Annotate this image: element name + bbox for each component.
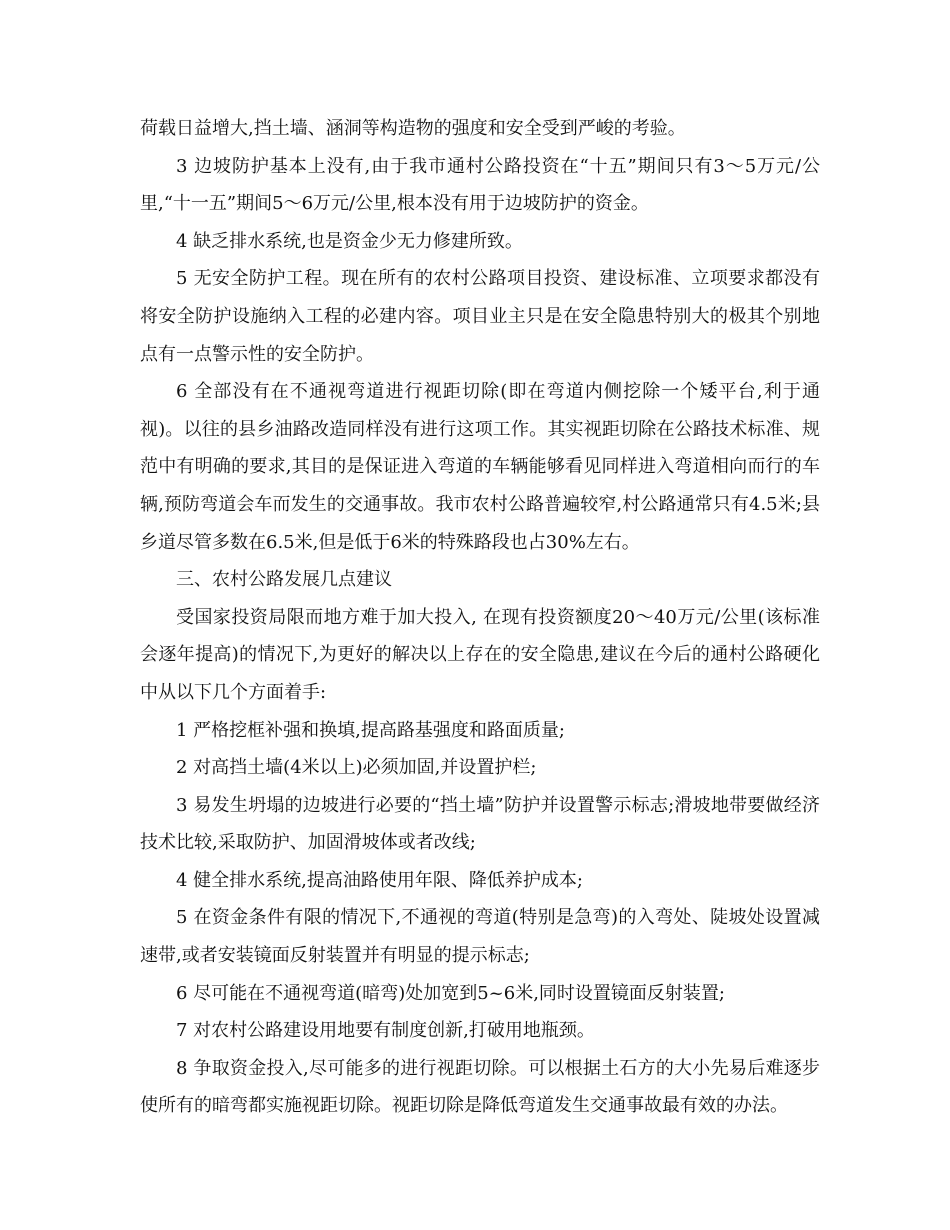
suggestion-item-5: 5 在资金条件有限的情况下,不通视的弯道(特别是急弯)的入弯处、陡坡处设置减速带,或者安装镜面反射装置并有明显的提示标志; [140,907,820,967]
suggestion-item-1: 1 严格挖框补强和换填,提高路基强度和路面质量; [176,719,565,741]
section-heading: 三、农村公路发展几点建议 [176,569,392,591]
suggestion-item-3: 3 易发生坍塌的边坡进行必要的“挡土墙”防护并设置警示标志;滑坡地带要做经济技术比较,采取防护、加固滑坡体或者改线; [140,794,820,854]
suggestion-item-8: 8 争取资金投入,尽可能多的进行视距切除。可以根据土石方的大小先易后难逐步使所有的暗弯都实施视距切除。视距切除是降低弯道发生交通事故最有效的办法。 [140,1057,820,1117]
paragraph-continuation: 荷载日益增大,挡土墙、涵洞等构造物的强度和安全受到严峻的考验。 [140,118,686,139]
suggestion-item-2: 2 对高挡土墙(4米以上)必须加固,并设置护栏; [176,757,537,779]
document-body [140,110,820,1125]
paragraph-intro: 受国家投资局限而地方难于加大投入, 在现有投资额度20～40万元/公里(该标准会逐年提高)的情况下,为更好的解决以上存在的安全隐患,建议在今后的通村公路硬化中从以下几个方面着手: [140,606,820,703]
paragraph-item-3-slope-protection: 3 边坡防护基本上没有,由于我市通村公路投资在“十五”期间只有3～5万元/公里,“十一五”期间5～6万元/公里,根本没有用于边坡防护的资金。 [140,155,820,215]
suggestion-item-6: 6 尽可能在不通视弯道(暗弯)处加宽到5~6米,同时设置镜面反射装置; [176,982,725,1004]
suggestion-item-4: 4 健全排水系统,提高油路使用年限、降低养护成本; [176,869,583,891]
paragraph-item-6-sight-distance: 6 全部没有在不通视弯道进行视距切除(即在弯道内侧挖除一个矮平台,利于通视)。以往的县乡油路改造同样没有进行这项工作。其实视距切除在公路技术标准、规范中有明确的要求,其目的是保证进入弯道的车辆能够看见同样进入弯道相向而行的车辆,预防弯道会车而发生的交通事故。我市农村公路普遍较窄,村公路通常只有4.5米;县乡道尽管多数在6.5米,但是低于6米的特殊路段也占30%左右。 [140,381,820,553]
paragraph-item-5-safety: 5 无安全防护工程。现在所有的农村公路项目投资、建设标准、立项要求都没有将安全防护设施纳入工程的必建内容。项目业主只是在安全隐患特别大的极其个别地点有一点警示性的安全防护。 [140,268,820,365]
suggestion-item-7: 7 对农村公路建设用地要有制度创新,打破用地瓶颈。 [176,1020,595,1042]
paragraph-item-4-drainage: 4 缺乏排水系统,也是资金少无力修建所致。 [176,230,523,252]
